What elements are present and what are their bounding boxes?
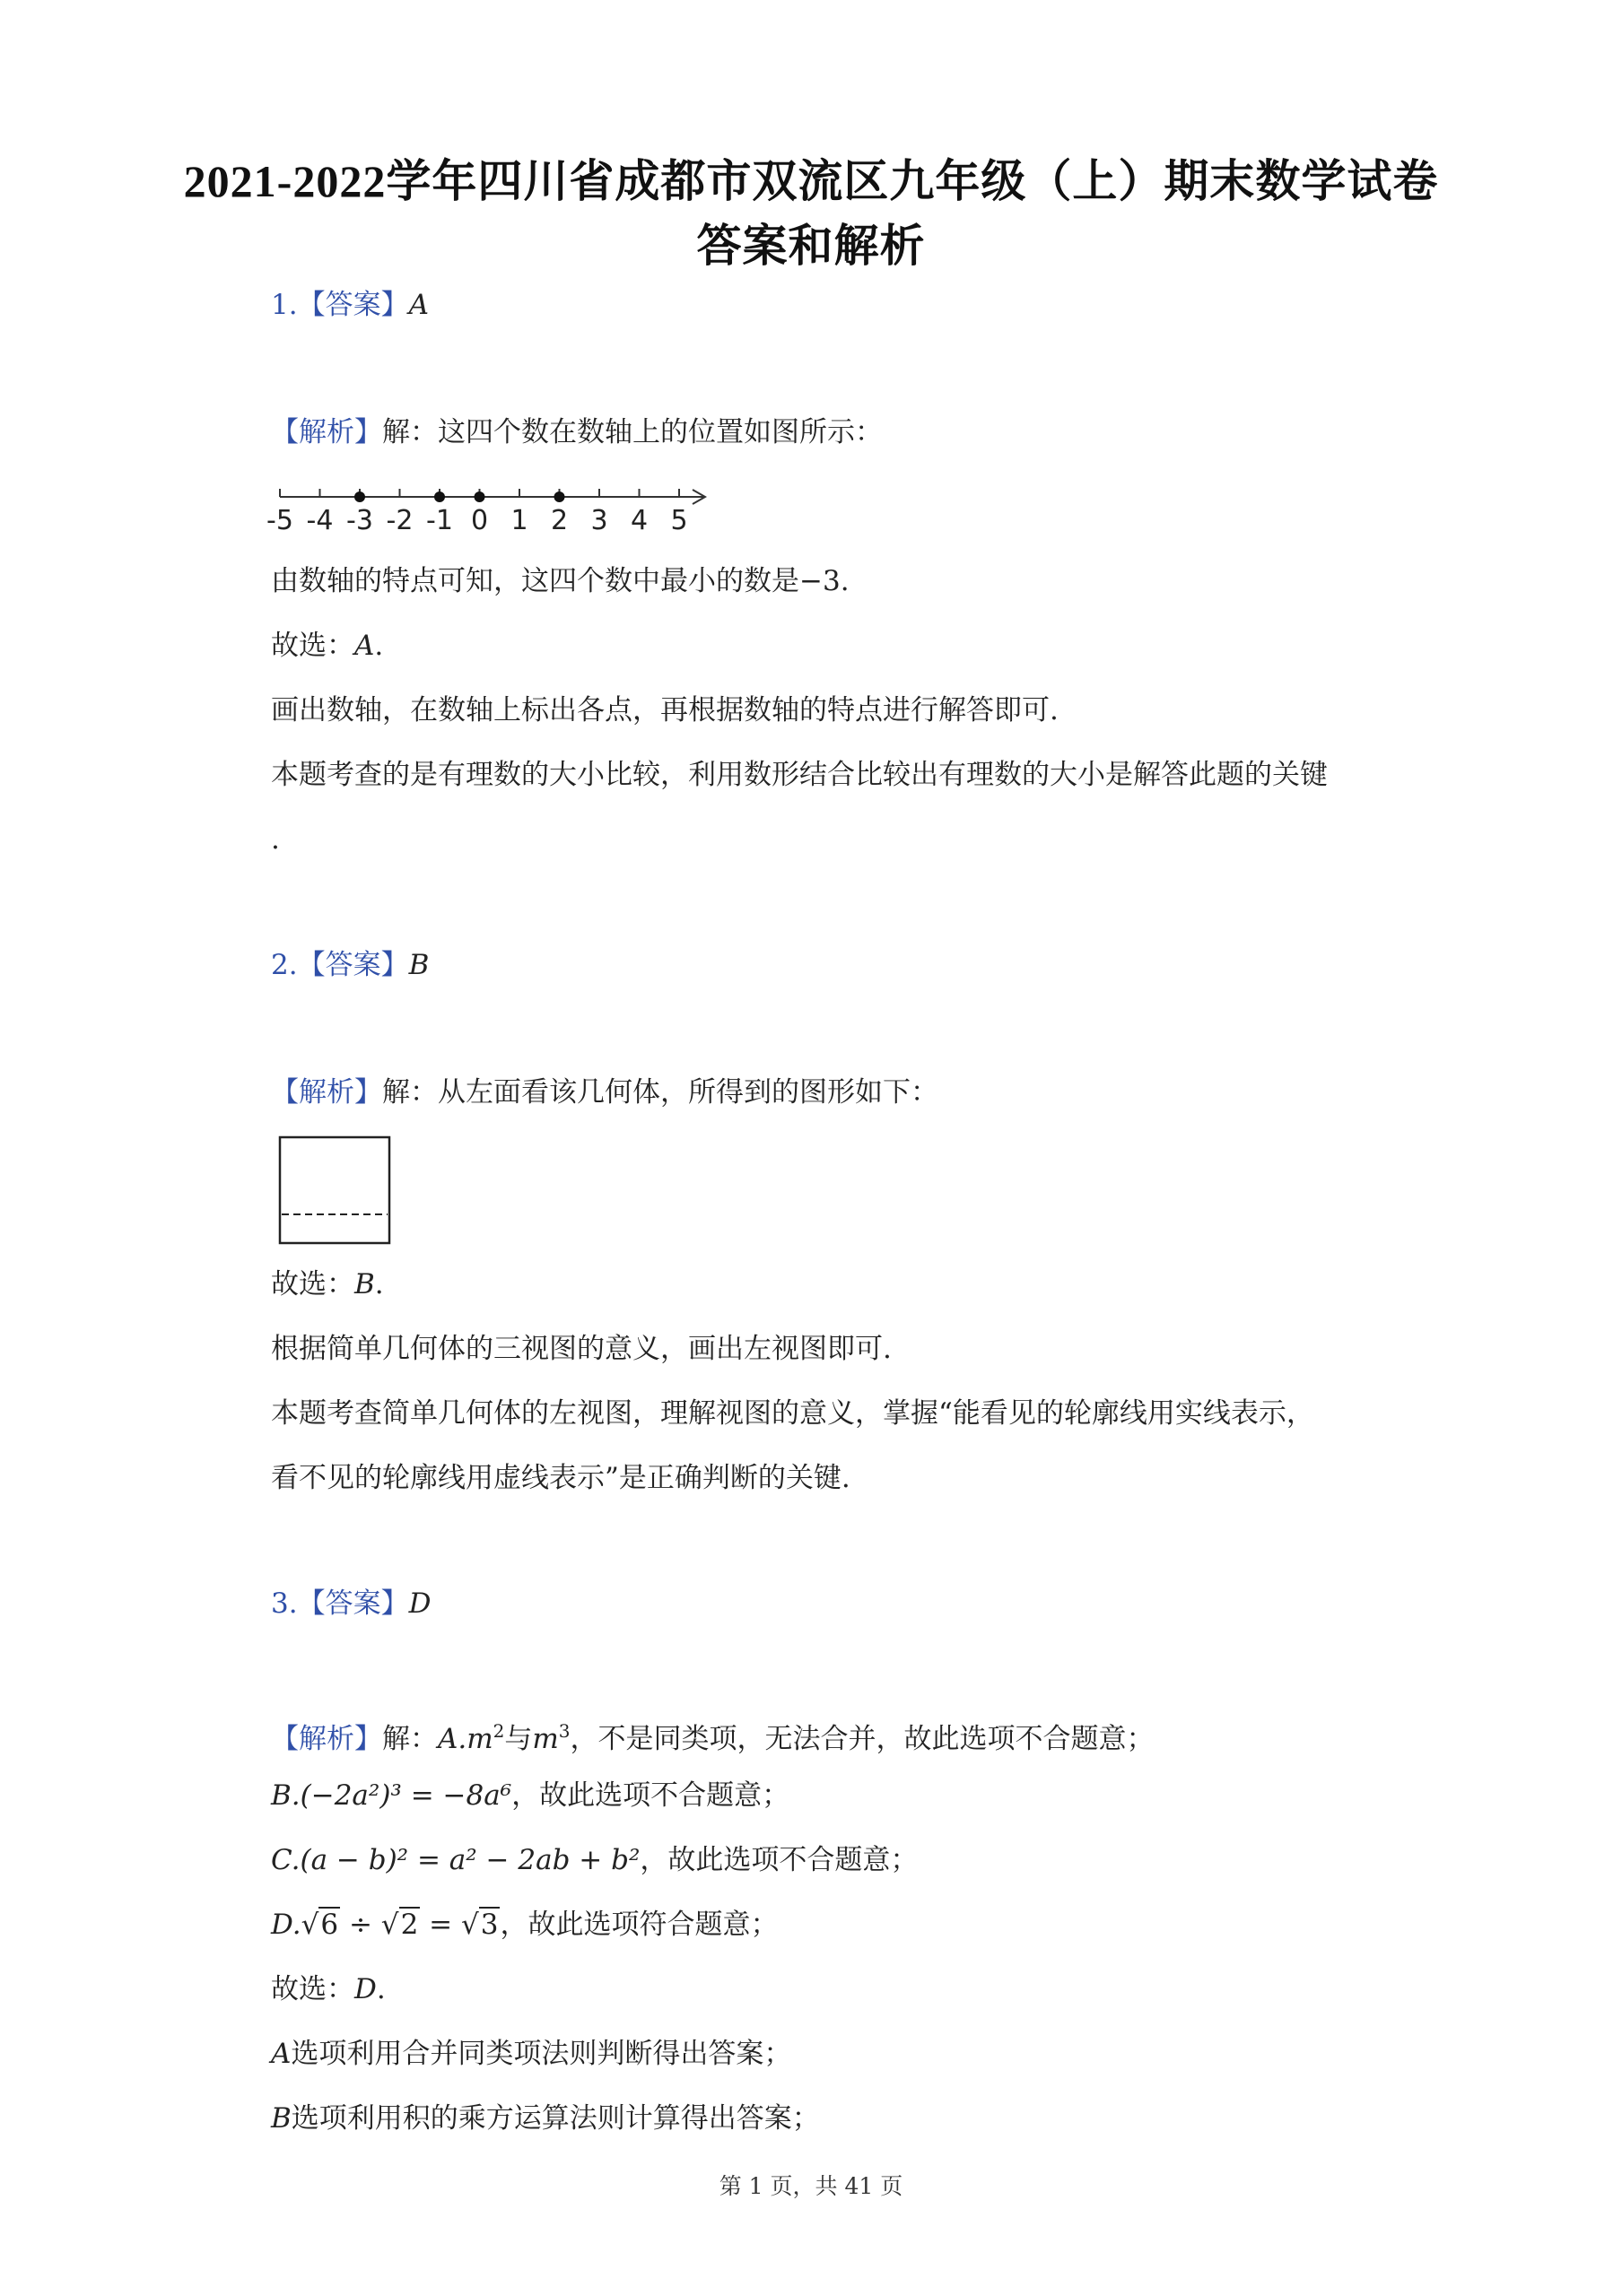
q2-selection-prefix: 故选：: [271, 1268, 354, 1300]
q3-analysis-line: [271, 1713, 1155, 1757]
q2-analysis-tag: 【解析】: [271, 1076, 382, 1109]
q3-answer-line: [271, 1586, 431, 1622]
q3-option-a-base1: m: [467, 1723, 493, 1755]
q3-option-d-divide: ÷: [340, 1909, 381, 1941]
q3-option-a-and: 与: [504, 1723, 533, 1755]
q1-answer-line: [271, 287, 429, 323]
q3-option-c-text: ，故此选项不合题意；: [640, 1844, 919, 1876]
q1-selection-suffix: .: [374, 630, 384, 662]
q2-selection-suffix: .: [374, 1268, 384, 1300]
q2-answer-tag: 【答案】: [297, 949, 409, 981]
number-line-tick-label: 5: [670, 505, 688, 536]
q1-conclusion: 由数轴的特点可知，这四个数中最小的数是−3.: [271, 565, 850, 597]
q1-analysis-line: [271, 414, 883, 450]
q1-selection-prefix: 故选：: [271, 630, 354, 662]
q3-option-c-label: C.: [271, 1844, 301, 1876]
number-line-tick-label: -3: [346, 505, 373, 536]
q3-option-b-expr: (−2a²)³ = −8a⁶: [300, 1779, 512, 1812]
q3-selection-answer: D: [354, 1973, 377, 2005]
q2-answer-line: [271, 947, 429, 983]
q3-analysis-prefix: 解：: [382, 1723, 438, 1755]
number-line-tick-label: -2: [386, 505, 414, 536]
q2-analysis-text: 解：从左面看该几何体，所得到的图形如下：: [382, 1076, 938, 1109]
left-view-figure: [278, 1135, 393, 1247]
number-line-tick-label: 3: [590, 505, 608, 536]
q1-selection: [271, 628, 383, 664]
q3-note-a: [271, 2036, 791, 2072]
q1-answer: A: [408, 289, 429, 321]
q2-answer: B: [408, 949, 430, 981]
q3-option-d-text: ，故此选项符合题意；: [500, 1909, 779, 1941]
q2-selection: [271, 1266, 384, 1302]
q3-selection-suffix: .: [376, 1973, 386, 2005]
q3-option-a-exp1: 2: [493, 1720, 505, 1742]
number-line-point: [554, 491, 565, 502]
q3-answer-tag: 【答案】: [297, 1587, 409, 1620]
q3-note-a-text: 选项利用合并同类项法则判断得出答案；: [291, 2038, 792, 2070]
q3-number: 3.: [271, 1587, 298, 1620]
q3-note-b: [271, 2100, 820, 2136]
number-line-point: [354, 491, 365, 502]
q3-option-c-expr: (a − b)² = a² − 2ab + b²: [300, 1844, 641, 1876]
q2-comment: 本题考查简单几何体的左视图，理解视图的意义，掌握“能看见的轮廓线用实线表示，: [271, 1397, 1314, 1430]
number-line-tick-label: 2: [550, 505, 569, 536]
number-line-tick-label: -4: [306, 505, 334, 536]
q1-selection-answer: A: [354, 630, 375, 662]
q1-comment-end: .: [271, 823, 280, 856]
q1-comment: 本题考查的是有理数的大小比较，利用数形结合比较出有理数的大小是解答此题的关键: [271, 759, 1328, 791]
q3-answer: D: [408, 1587, 432, 1620]
q3-option-b: [271, 1778, 789, 1813]
number-line-tick-label: -5: [266, 505, 293, 536]
number-line-tick-label: -1: [426, 505, 453, 536]
q2-analysis-line: [271, 1074, 938, 1110]
q3-option-d-radicand2: 2: [400, 1909, 419, 1941]
q2-number: 2.: [271, 949, 298, 981]
doc-title-line2: 答案和解析: [696, 221, 926, 271]
number-line-tick-label: 4: [630, 505, 649, 536]
q3-option-b-label: B.: [271, 1779, 301, 1812]
q3-option-d-radicand1: 6: [320, 1909, 339, 1941]
q2-selection-answer: B: [354, 1268, 375, 1300]
left-view-outline: [280, 1137, 389, 1243]
q2-method: 根据简单几何体的三视图的意义，画出左视图即可.: [271, 1333, 892, 1365]
q3-option-c: [271, 1842, 918, 1878]
q3-note-b-text: 选项利用积的乘方运算法则计算得出答案；: [291, 2102, 820, 2135]
q3-option-a-label: A.: [438, 1723, 467, 1755]
q1-analysis-tag: 【解析】: [271, 416, 382, 448]
q3-option-d: D.√6 ÷ √2 = √3，故此选项符合题意；: [271, 1909, 779, 1941]
q3-option-d-equals: =: [420, 1909, 461, 1941]
q1-method: 画出数轴，在数轴上标出各点，再根据数轴的特点进行解答即可.: [271, 694, 1059, 726]
q2-comment-cont: 看不见的轮廓线用虚线表示”是正确判断的关键.: [271, 1462, 850, 1494]
number-line-tick-label: 0: [470, 505, 489, 536]
q3-selection-prefix: 故选：: [271, 1973, 354, 2005]
doc-title-line1: 2021-2022学年四川省成都市双流区九年级（上）期末数学试卷: [183, 156, 1439, 206]
number-line-tick-label: 1: [510, 505, 528, 536]
q3-note-a-label: A: [271, 2038, 292, 2070]
q1-analysis-text: 解：这四个数在数轴上的位置如图所示：: [382, 416, 883, 448]
q1-answer-tag: 【答案】: [297, 289, 409, 321]
q1-number: 1.: [271, 289, 298, 321]
q3-note-b-label: B: [271, 2102, 292, 2135]
q3-option-a-exp2: 3: [558, 1720, 571, 1742]
q3-option-a-text: ，不是同类项，无法合并，故此选项不合题意；: [570, 1723, 1155, 1755]
q3-selection: [271, 1971, 386, 2007]
q3-option-d-label: D.: [271, 1909, 301, 1941]
number-line-point: [475, 491, 485, 502]
number-line-point: [434, 491, 445, 502]
q3-option-a-base2: m: [532, 1723, 559, 1755]
page-footer: 第 1 页，共 41 页: [719, 2173, 903, 2199]
q3-option-d-radicand3: 3: [480, 1909, 499, 1941]
q3-analysis-tag: 【解析】: [271, 1723, 382, 1755]
q3-option-b-text: ，故此选项不合题意；: [511, 1779, 790, 1812]
number-line-figure: [266, 477, 732, 540]
